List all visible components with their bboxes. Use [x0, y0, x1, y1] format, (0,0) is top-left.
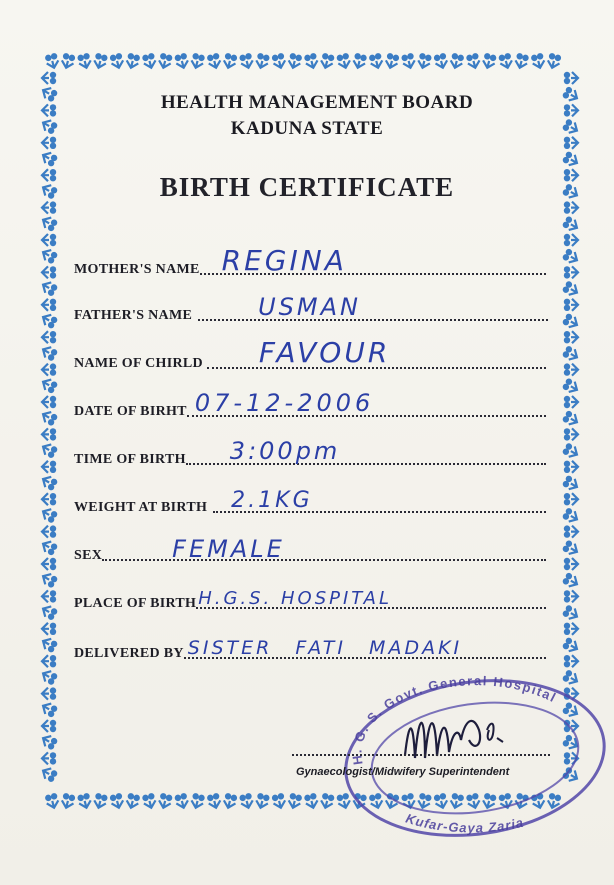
- border-ornament: [562, 280, 580, 298]
- border-ornament: [42, 299, 56, 311]
- border-ornament: [42, 331, 56, 343]
- border-ornament: [564, 331, 578, 343]
- field-line: [196, 588, 546, 609]
- border-ornament: [319, 52, 335, 69]
- border-ornament: [42, 590, 56, 602]
- field-label: PLACE OF BIRTH: [74, 596, 197, 611]
- border-ornament: [125, 52, 141, 69]
- border-ornament: [190, 792, 206, 809]
- field-row-weight-at-birth: [74, 486, 546, 516]
- field-value-handwritten: 3:00pm: [229, 437, 341, 465]
- border-ornament: [42, 623, 56, 635]
- border-ornament: [142, 792, 158, 809]
- border-ornament: [77, 792, 93, 809]
- border-ornament: [401, 52, 417, 69]
- border-ornament: [40, 247, 58, 265]
- field-line: [186, 437, 546, 465]
- border-ornament: [42, 266, 56, 278]
- border-ornament: [481, 52, 497, 69]
- field-label: WEIGHT AT BIRTH: [74, 500, 208, 515]
- border-ornament: [42, 72, 56, 84]
- field-value-handwritten: 07-12-2006: [194, 389, 375, 417]
- border-ornament: [564, 558, 578, 570]
- border-ornament: [304, 792, 320, 809]
- border-ornament: [42, 493, 56, 505]
- border-ornament: [514, 52, 530, 69]
- border-ornament: [40, 441, 58, 459]
- field-value-handwritten: H.G.S. HOSPITAL: [198, 588, 392, 609]
- field-value-handwritten: SISTER FATI MADAKI: [187, 637, 463, 659]
- field-row-child-name: [74, 336, 546, 372]
- border-ornament: [564, 396, 578, 408]
- field-label: SEX: [74, 548, 103, 563]
- border-ornament: [77, 52, 93, 69]
- border-ornament: [319, 792, 335, 809]
- border-ornament: [562, 215, 580, 233]
- border-ornament: [40, 506, 58, 524]
- border-ornament: [368, 52, 384, 69]
- border-ornament: [562, 475, 580, 493]
- border-ornament: [384, 52, 400, 69]
- field-line: [102, 535, 546, 563]
- border-ornament: [42, 525, 56, 537]
- field-row-delivered-by: [74, 632, 546, 662]
- border-ornament: [60, 52, 76, 69]
- border-ornament: [417, 52, 433, 69]
- field-line: [207, 336, 546, 369]
- issuer-state: KADUNA STATE: [230, 118, 384, 139]
- signature-line: [292, 754, 550, 756]
- border-ornament: [109, 52, 125, 69]
- border-ornament: [42, 428, 56, 440]
- field-label: NAME OF CHIRLD: [74, 356, 203, 371]
- border-ornament: [562, 410, 580, 428]
- border-ornament: [44, 52, 60, 69]
- field-label: TIME OF BIRTH: [74, 452, 186, 467]
- field-value-handwritten: FAVOUR: [258, 336, 391, 369]
- field-row-fathers-name: [74, 294, 548, 324]
- border-ornament: [255, 792, 271, 809]
- border-ornament: [40, 571, 58, 589]
- border-ornament: [564, 234, 578, 246]
- border-ornament: [562, 637, 580, 655]
- field-row-date-of-birth: [74, 390, 546, 420]
- border-ornament: [255, 52, 271, 69]
- stamp-bottom-text: Kufar-Gaya Zaria: [403, 810, 526, 836]
- field-line: [198, 293, 548, 321]
- border-ornament: [564, 201, 578, 213]
- border-ornament: [42, 687, 56, 699]
- border-ornament: [564, 72, 578, 84]
- border-ornament: [40, 214, 58, 232]
- border-ornament: [449, 52, 465, 69]
- border-ornament: [562, 151, 580, 169]
- issuer-name: HEALTH MANAGEMENT BOARD: [160, 92, 474, 113]
- border-ornament: [222, 52, 238, 69]
- border-ornament: [562, 313, 580, 331]
- border-ornament: [42, 234, 56, 246]
- border-ornament: [40, 603, 58, 621]
- field-row-mothers-name: [74, 244, 546, 278]
- border-ornament: [564, 363, 578, 375]
- signature-scribble: [395, 700, 515, 770]
- border-ornament: [157, 792, 173, 809]
- border-ornament: [239, 52, 255, 69]
- border-ornament: [157, 52, 173, 69]
- border-ornament: [60, 792, 76, 809]
- field-label: MOTHER'S NAME: [74, 262, 200, 277]
- border-ornament: [42, 363, 56, 375]
- border-ornament: [564, 590, 578, 602]
- border-ornament: [42, 461, 56, 473]
- border-ornament: [564, 266, 578, 278]
- field-line: [200, 244, 546, 277]
- border-ornament: [125, 792, 141, 809]
- field-row-sex: [74, 534, 546, 564]
- field-value-handwritten: USMAN: [258, 293, 361, 321]
- certificate-title: BIRTH CERTIFICATE: [159, 172, 455, 202]
- border-ornament: [562, 604, 580, 622]
- border-ornament: [222, 792, 238, 809]
- field-label: DATE OF BIRHT: [74, 404, 187, 419]
- border-ornament: [40, 150, 58, 168]
- border-ornament: [40, 376, 58, 394]
- field-line: [213, 488, 546, 513]
- border-ornament: [40, 636, 58, 654]
- field-value-handwritten: FEMALE: [172, 535, 285, 563]
- border-ornament: [109, 792, 125, 809]
- border-ornament: [498, 52, 514, 69]
- border-ornament: [40, 474, 58, 492]
- border-ornament: [546, 52, 562, 69]
- border-ornament: [42, 752, 56, 764]
- field-label: FATHER'S NAME: [74, 308, 193, 323]
- border-ornament: [271, 52, 287, 69]
- border-ornament: [93, 792, 109, 809]
- border-ornament: [40, 312, 58, 330]
- border-ornament: [562, 248, 580, 266]
- border-ornament: [562, 507, 580, 525]
- border-ornament: [42, 201, 56, 213]
- border-ornament: [42, 396, 56, 408]
- border-ornament: [40, 700, 58, 718]
- border-ornament: [287, 52, 303, 69]
- border-ornament: [40, 538, 58, 556]
- border-ornament: [42, 558, 56, 570]
- border-ornament: [93, 52, 109, 69]
- border-ornament: [564, 493, 578, 505]
- border-ornament: [190, 52, 206, 69]
- border-ornament: [352, 52, 368, 69]
- border-ornament: [562, 572, 580, 590]
- border-ornament: [466, 52, 482, 69]
- field-row-time-of-birth: [74, 438, 546, 468]
- border-ornament: [40, 409, 58, 427]
- border-ornament: [336, 52, 352, 69]
- border-ornament: [271, 792, 287, 809]
- border-ornament: [40, 765, 58, 783]
- field-line: [184, 637, 546, 659]
- border-ornament: [564, 299, 578, 311]
- border-ornament: [564, 655, 578, 667]
- field-line: [187, 389, 546, 417]
- border-ornament: [562, 442, 580, 460]
- border-ornament: [564, 525, 578, 537]
- border-ornament: [562, 539, 580, 557]
- field-value-handwritten: 2.1KG: [231, 488, 313, 513]
- border-ornament: [564, 623, 578, 635]
- border-ornament: [206, 52, 222, 69]
- border-ornament: [42, 720, 56, 732]
- border-ornament: [239, 792, 255, 809]
- border-ornament: [42, 655, 56, 667]
- border-ornament: [44, 792, 60, 809]
- border-ornament: [562, 377, 580, 395]
- signature-caption: Gynaecologist/Midwifery Superintendent: [296, 766, 510, 778]
- border-ornament: [287, 792, 303, 809]
- border-ornament: [40, 733, 58, 751]
- border-ornament: [40, 279, 58, 297]
- border-ornament: [564, 461, 578, 473]
- border-ornament: [564, 428, 578, 440]
- border-ornament: [304, 52, 320, 69]
- stamp-top-text: H. G. S. Govt. General Hospital: [349, 673, 560, 766]
- border-ornament: [206, 792, 222, 809]
- border-ornament: [530, 52, 546, 69]
- border-ornament: [174, 792, 190, 809]
- border-ornament: [40, 344, 58, 362]
- field-value-handwritten: REGINA: [221, 244, 347, 277]
- border-ornament: [562, 345, 580, 363]
- field-label: DELIVERED BY: [74, 646, 184, 661]
- border-ornament: [174, 52, 190, 69]
- border-ornament: [433, 52, 449, 69]
- field-row-place-of-birth: [74, 582, 546, 612]
- border-ornament: [40, 668, 58, 686]
- border-ornament: [142, 52, 158, 69]
